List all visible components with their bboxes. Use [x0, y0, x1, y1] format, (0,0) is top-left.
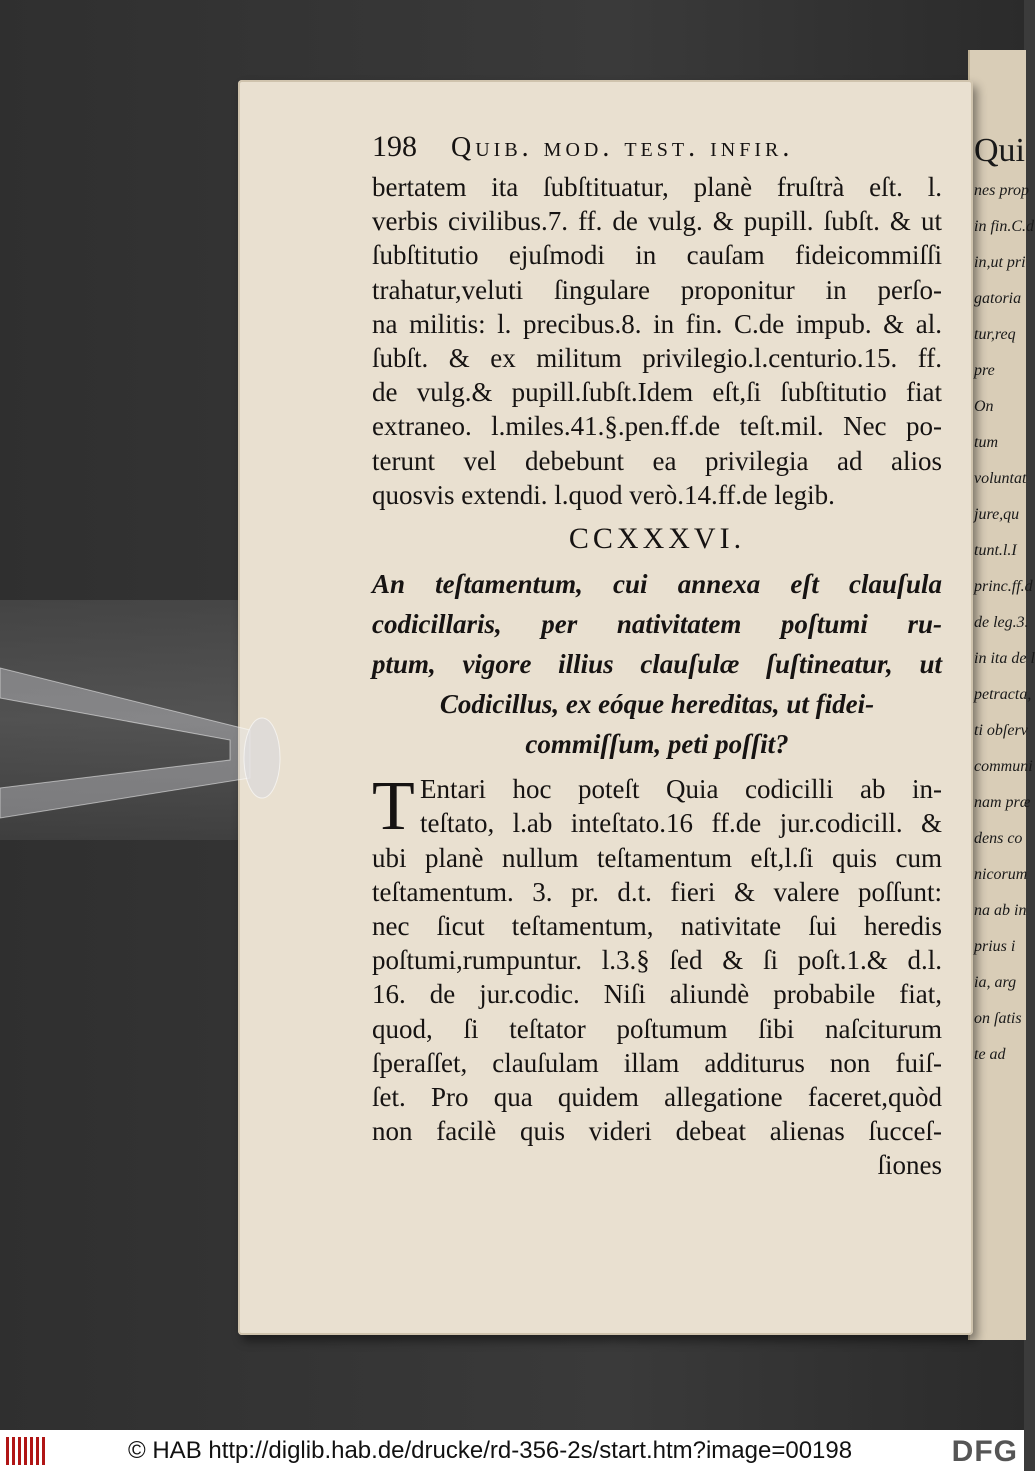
section-number: CCXXXVI. — [568, 522, 746, 556]
text-block-top — [372, 170, 942, 512]
facing-page-line: prius i — [974, 938, 1016, 955]
body-line: poſtumi,rumpuntur. l.3.§ ſed & ſi poſt.1.& d.l. — [372, 945, 942, 976]
facing-page-line: tur,req — [974, 326, 1016, 343]
page-header — [372, 130, 942, 170]
dropcap: T — [372, 768, 415, 846]
left-page-edge — [0, 600, 240, 840]
body-line: nec ſicut teſtamentum, nativitate ſui heredis — [372, 911, 942, 942]
facing-page-head: Qui — [974, 132, 1025, 169]
text-line: trahatur,veluti ſingulare proponitur in perſo- — [372, 274, 942, 305]
body-lines — [372, 768, 942, 1148]
facing-page-line: na ab in — [974, 902, 1027, 919]
hab-logo-icon — [6, 1437, 46, 1465]
catchword: ſiones — [877, 1150, 942, 1181]
facing-page-line: tum — [974, 434, 998, 451]
facing-page-line: de leg.3. — [974, 614, 1029, 631]
text-line: bertatem ita ſubſtituatur, planè fruſtrà eſt. l. — [372, 172, 942, 202]
text-line: terunt vel debebunt ea privilegia ad alios — [372, 445, 942, 476]
page-number: 198 — [372, 130, 417, 163]
question-line: Codicillus, ex eóque hereditas, ut fidei- — [439, 689, 875, 720]
section-question — [372, 564, 942, 764]
facing-page-line: princ.ff.d — [974, 578, 1033, 595]
facing-page-line: nicorum — [974, 866, 1028, 883]
body-line: 16. de jur.codic. Niſi aliundè probabile fiat, — [372, 979, 942, 1010]
facing-page-line: petracta, — [974, 686, 1032, 703]
text-line: extraneo. l.miles.41.§.pen.ff.de teſt.mil. Nec po- — [372, 411, 942, 442]
question-line: ptum, vigore illius clauſulæ ſuſtineatur, ut — [372, 649, 942, 680]
dfg-logo: DFG — [951, 1435, 1018, 1468]
text-line: ſubſt. & ex militum privilegio.l.centurio.15. ff. — [372, 343, 942, 374]
body-line: teſtato, l.ab inteſtato.16 ff.de jur.codicill. & — [420, 808, 942, 839]
facing-page-line: tunt.l.I — [974, 542, 1017, 559]
text-line: quosvis extendi. l.quod verò.14.ff.de legib. — [372, 479, 835, 510]
body-line: teſtamentum. 3. pr. d.t. fieri & valere poſſunt: — [372, 876, 942, 907]
facing-page-line: On — [974, 398, 994, 415]
facing-page-line: te ad — [974, 1046, 1006, 1063]
facing-page-line: in fin.C.d — [974, 218, 1035, 235]
viewer-footer — [0, 1430, 1024, 1471]
facing-page-line: communi — [974, 758, 1033, 775]
body-line: ubi planè nullum teſtamentum eſt,l.ſi quis cum — [372, 842, 942, 873]
question-line: An teſtamentum, cui annexa eſt clauſula — [372, 569, 942, 600]
body-line: ſet. Pro qua quidem allegatione faceret,quòd — [372, 1082, 942, 1113]
body-line: Entari hoc poteſt Quia codicilli ab in- — [420, 774, 942, 805]
text-line: ſubſtitutio ejuſmodi in cauſam fideicommiſſi — [372, 240, 942, 271]
body-line: non facilè quis videri debeat alienas ſucceſ- — [372, 1116, 942, 1147]
question-line: codicillaris, per nativitatem poſtumi ru- — [372, 609, 942, 640]
facing-page-line: nam præ — [974, 794, 1031, 811]
question-line: commiſſum, peti poſſit? — [525, 729, 789, 760]
facing-page-line: gatoria — [974, 290, 1022, 307]
facing-page-line: ia, arg — [974, 974, 1017, 991]
facing-page-line: nes prop — [974, 182, 1029, 199]
facing-page-line: voluntat — [974, 470, 1027, 487]
facing-page-line: in,ut pri — [974, 254, 1026, 271]
facing-page-line: ti obſerv — [974, 722, 1028, 739]
body-line: quod, ſi teſtator poſtumum ſibi naſciturum — [372, 1013, 942, 1044]
facing-page-line: on ſatis — [974, 1010, 1022, 1027]
facing-page-line: in ita de l — [974, 650, 1035, 667]
body-line: ſperaſſet, clauſulam illam additurus non fuiſ- — [372, 1047, 942, 1078]
text-line: verbis civilibus.7. ff. de vulg. & pupill. ſubſt. & ut — [372, 206, 942, 237]
facing-page-line: dens co — [974, 830, 1023, 847]
facing-page-line: pre — [974, 362, 995, 379]
body-text — [372, 768, 942, 1182]
facing-page-fragment — [968, 50, 1035, 1340]
text-line: de vulg.& pupill.ſubſt.Idem eſt,ſi ſubſtitutio fiat — [372, 377, 942, 408]
running-head: Quib. mod. test. infir. — [451, 132, 794, 163]
source-url[interactable]: © HAB http://diglib.hab.de/drucke/rd-356-2s/start.htm?image=00198 — [128, 1436, 853, 1464]
text-line: na militis: l. precibus.8. in fin. C.de impub. & al. — [372, 308, 942, 339]
page-text — [372, 130, 942, 1183]
facing-page-line: jure,qu — [974, 506, 1020, 523]
